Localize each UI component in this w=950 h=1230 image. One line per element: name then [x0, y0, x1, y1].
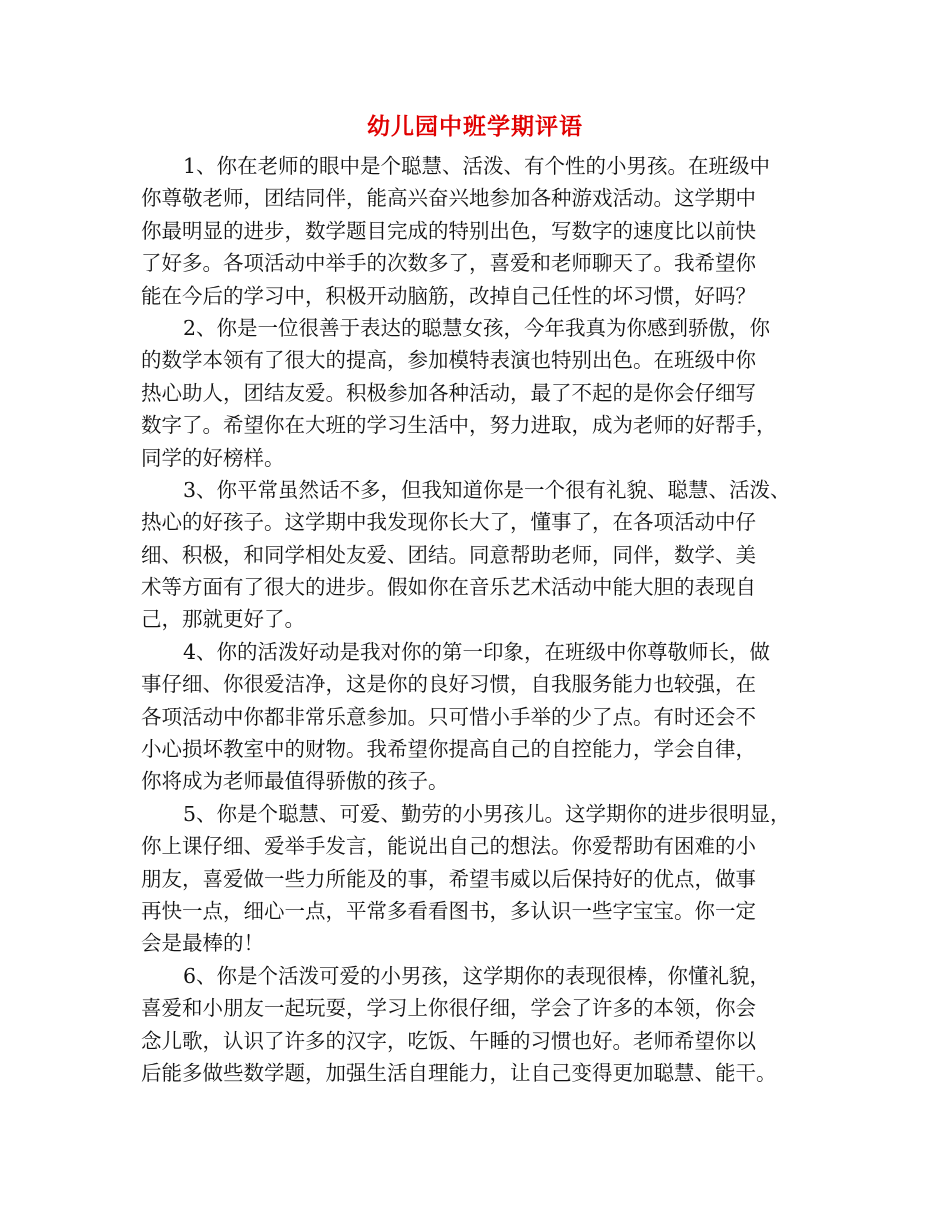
comment-paragraph-5	[141, 798, 826, 960]
paragraph-line: 5、你是个聪慧、可爱、勤劳的小男孩儿。这学期你的进步很明显，	[183, 801, 791, 826]
paragraph-line: 会是最棒的！	[141, 931, 264, 956]
paragraph-line: 己，那就更好了。	[141, 607, 305, 632]
comment-paragraph-1	[141, 150, 826, 312]
paragraph-line: 数字了。希望你在大班的学习生活中，努力进取，成为老师的好帮手，	[141, 413, 777, 438]
comment-paragraph-4	[141, 636, 826, 798]
paragraph-line: 朋友，喜爱做一些力所能及的事，希望韦威以后保持好的优点，做事	[141, 866, 756, 891]
paragraph-line: 你上课仔细、爱举手发言，能说出自己的想法。你爱帮助有困难的小	[141, 834, 756, 859]
paragraph-line: 你将成为老师最值得骄傲的孩子。	[141, 769, 449, 794]
comment-paragraph-6	[141, 960, 826, 1090]
document-body	[141, 150, 826, 1089]
paragraph-line: 念儿歌，认识了许多的汉字，吃饭、午睡的习惯也好。老师希望你以	[141, 1028, 756, 1053]
paragraph-line: 事仔细、你很爱洁净，这是你的良好习惯，自我服务能力也较强，在	[141, 672, 756, 697]
paragraph-line: 细、积极，和同学相处友爱、团结。同意帮助老师，同伴，数学、美	[141, 542, 756, 567]
paragraph-line: 各项活动中你都非常乐意参加。只可惜小手举的少了点。有时还会不	[141, 704, 756, 729]
paragraph-line: 后能多做些数学题，加强生活自理能力，让自己变得更加聪慧、能干。	[141, 1060, 777, 1085]
document-title: 幼儿园中班学期评语	[367, 113, 583, 140]
paragraph-line: 你最明显的进步，数学题目完成的特别出色，写数字的速度比以前快	[141, 218, 756, 243]
paragraph-line: 4、你的活泼好动是我对你的第一印象，在班级中你尊敬师长，做	[183, 639, 771, 664]
paragraph-line: 再快一点，细心一点，平常多看看图书，多认识一些字宝宝。你一定	[141, 898, 756, 923]
paragraph-line: 热心的好孩子。这学期中我发现你长大了，懂事了，在各项活动中仔	[141, 510, 756, 535]
paragraph-line: 3、你平常虽然话不多，但我知道你是一个很有礼貌、聪慧、活泼、	[183, 477, 791, 502]
paragraph-line: 的数学本领有了很大的提高，参加模特表演也特别出色。在班级中你	[141, 348, 756, 373]
paragraph-line: 术等方面有了很大的进步。假如你在音乐艺术活动中能大胆的表现自	[141, 575, 756, 600]
paragraph-line: 热心助人，团结友爱。积极参加各种活动，最了不起的是你会仔细写	[141, 380, 756, 405]
paragraph-line: 能在今后的学习中，积极开动脑筋，改掉自己任性的坏习惯，好吗？	[141, 283, 756, 308]
paragraph-line: 同学的好榜样。	[141, 445, 285, 470]
paragraph-line: 小心损坏教室中的财物。我希望你提高自己的自控能力，学会自律，	[141, 737, 756, 762]
comment-paragraph-3	[141, 474, 826, 636]
paragraph-line: 2、你是一位很善于表达的聪慧女孩，今年我真为你感到骄傲，你	[183, 315, 771, 340]
paragraph-line: 了好多。各项活动中举手的次数多了，喜爱和老师聊天了。我希望你	[141, 251, 756, 276]
comment-paragraph-2	[141, 312, 826, 474]
paragraph-line: 1、你在老师的眼中是个聪慧、活泼、有个性的小男孩。在班级中	[183, 154, 771, 178]
paragraph-line: 你尊敬老师，团结同伴，能高兴奋兴地参加各种游戏活动。这学期中	[141, 186, 756, 211]
paragraph-line: 6、你是个活泼可爱的小男孩，这学期你的表现很棒，你懂礼貌，	[183, 963, 771, 988]
paragraph-line: 喜爱和小朋友一起玩耍，学习上你很仔细，学会了许多的本领，你会	[141, 996, 756, 1021]
